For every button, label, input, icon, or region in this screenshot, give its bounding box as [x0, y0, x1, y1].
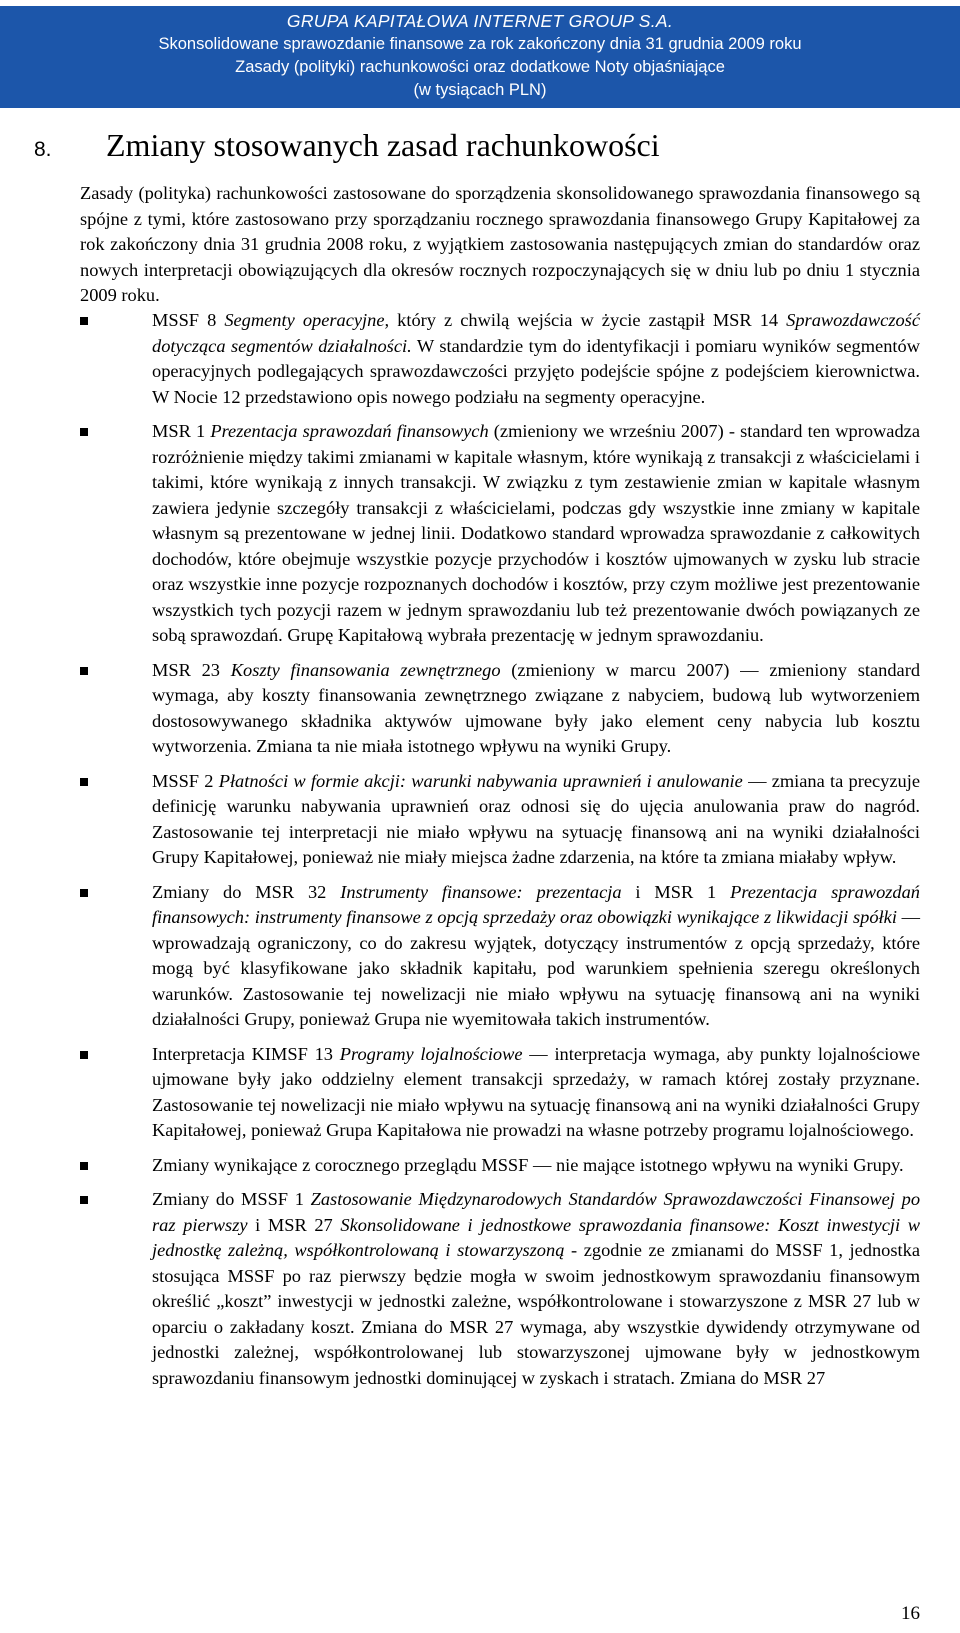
list-item: Zmiany wynikające z corocznego przeglądu MSSF — nie mające istotnego wpływu na wyniki Grupy. — [80, 1153, 920, 1179]
header-section-title: Zasady (polityki) rachunkowości oraz dodatkowe Noty objaśniające — [235, 58, 725, 76]
section-title: Zmiany stosowanych zasad rachunkowości — [106, 127, 660, 163]
bullet-icon — [80, 428, 88, 436]
bullet-icon — [80, 1162, 88, 1170]
bullet-icon — [80, 667, 88, 675]
bullet-icon — [80, 1051, 88, 1059]
header-report-title: Skonsolidowane sprawozdanie finansowe za rok zakończony dnia 31 grudnia 2009 roku — [158, 35, 802, 53]
header-currency-note: (w tysiącach PLN) — [413, 81, 547, 99]
section-number: 8. — [34, 138, 52, 161]
changes-list — [80, 308, 920, 1400]
bullet-icon — [80, 1196, 88, 1204]
bullet-icon — [80, 317, 88, 325]
list-item: Interpretacja KIMSF 13 Programy lojalnościowe — interpretacja wymaga, aby punkty lojalnościowe ujmowane były jako oddzielny element transakcji sprzedaży, w ramach której zostały przyznane. Zastosowanie tej nowelizacji nie miało wpływu na sytuację finansową ani na wyniki działalności Grupy Kapitałowej, ponieważ Grupa Kapitałowa nie prowadzi na własne potrzeby programu lojalnościowego. — [80, 1042, 920, 1144]
bullet-icon — [80, 778, 88, 786]
document-header — [0, 6, 960, 108]
header-company: GRUPA KAPITAŁOWA INTERNET GROUP S.A. — [286, 11, 674, 31]
list-item: Zmiany do MSR 32 Instrumenty finansowe: prezentacja i MSR 1 Prezentacja sprawozdań finansowych: instrumenty finansowe z opcją sprzedaży oraz obowiązki wynikające z likwidacji spółki — wprowadzają ograniczony, co do zakresu wyjątek, dotyczący instrumentów z opcją sprzedaży, które mogą być klasyfikowane jako składnik kapitału, pod warunkiem spełnienia szeregu określonych warunków. Zastosowanie tej nowelizacji nie miało wpływu na sytuację finansową ani na wyniki działalności Grupy, ponieważ Grupa nie wyemitowała takich instrumentów. — [80, 880, 920, 1033]
intro-paragraph: Zasady (polityka) rachunkowości zastosowane do sporządzenia skonsolidowanego sprawozdania finansowego są spójne z tymi, które zastosowano przy sporządzaniu rocznego sprawozdania finansowego Grupy Kapitałowej za rok zakończony dnia 31 grudnia 2008 roku, z wyjątkiem zastosowania następujących zmian do standardów oraz nowych interpretacji obowiązujących dla okresów rocznych rozpoczynających się w dniu lub po dniu 1 stycznia 2009 roku. — [80, 183, 920, 305]
list-item: MSR 1 Prezentacja sprawozdań finansowych (zmieniony we wrześniu 2007) - standard ten wprowadza rozróżnienie między takimi zmianami w kapitale własnym, które wynikają z transakcji z właścicielami i takimi, które wynikają z innych transakcji. W związku z tym zestawienie zmian w kapitale własnym zawiera jedynie szczegóły transakcji z właścicielami, podczas gdy wszystkie inne zmiany w kapitale własnym są prezentowane w jednej linii. Dodatkowo standard wprowadza sprawozdanie z całkowitych dochodów, które obejmuje wszystkie pozycje przychodów i kosztów ujmowanych w zysku lub stracie oraz wszystkie inne pozycje rozpoznanych dochodów i kosztów, przy czym możliwe jest prezentowanie wszystkich tych pozycji razem w jednym sprawozdaniu lub też prezentowanie dwóch powiązanych ze sobą sprawozdań. Grupę Kapitałową wybrała prezentację w jednym sprawozdaniu. — [80, 419, 920, 649]
bullet-icon — [80, 889, 88, 897]
list-item: MSR 23 Koszty finansowania zewnętrznego (zmieniony w marcu 2007) — zmieniony standard wymaga, aby koszty finansowania zewnętrznego związane z nabyciem, budową lub wytworzeniem dostosowywanego składnika aktywów ujmowane były jako element ceny nabycia lub kosztu wytworzenia. Zmiana ta nie miała istotnego wpływu na wyniki Grupy. — [80, 658, 920, 760]
section-heading — [34, 127, 660, 164]
list-item: MSSF 2 Płatności w formie akcji: warunki nabywania uprawnień i anulowanie — zmiana ta precyzuje definicję warunku nabywania uprawnień oraz odnosi się do ujęcia anulowania praw do nagród. Zastosowanie tej interpretacji nie miało wpływu na sytuację finansową ani na wyniki działalności Grupy Kapitałowej, ponieważ nie miały miejsca żadne zdarzenia, na które ta zmiana miałaby wpływ. — [80, 769, 920, 871]
list-item: Zmiany do MSSF 1 Zastosowanie Międzynarodowych Standardów Sprawozdawczości Finansowej po raz pierwszy i MSR 27 Skonsolidowane i jednostkowe sprawozdania finansowe: Koszt inwestycji w jednostkę zależną, współkontrolowaną i stowarzyszoną - zgodnie ze zmianami do MSSF 1, jednostka stosująca MSSF po raz pierwszy będzie mogła w swoim jednostkowym sprawozdaniu finansowym określić „koszt” inwestycji w jednostki zależne, współkontrolowane i stowarzyszone z MSR 27 lub w oparciu o zakładany koszt. Zmiana do MSR 27 wymaga, aby wszystkie dywidendy otrzymywane od jednostki zależnej, współkontrolowanej lub stowarzyszonej ujmowane były w jednostkowym sprawozdaniu finansowym jednostki dominującej w zyskach i stratach. Zmiana do MSR 27 — [80, 1187, 920, 1391]
list-item: MSSF 8 Segmenty operacyjne, który z chwilą wejścia w życie zastąpił MSR 14 Sprawozdawczość dotycząca segmentów działalności. W standardzie tym do identyfikacji i pomiaru wyników segmentów operacyjnych podlegających sprawozdawczości przyjęto podejście spójne z podejściem kierownictwa. W Nocie 12 przedstawiono opis nowego podziału na segmenty operacyjne. — [80, 308, 920, 410]
page-number: 16 — [901, 1603, 920, 1624]
